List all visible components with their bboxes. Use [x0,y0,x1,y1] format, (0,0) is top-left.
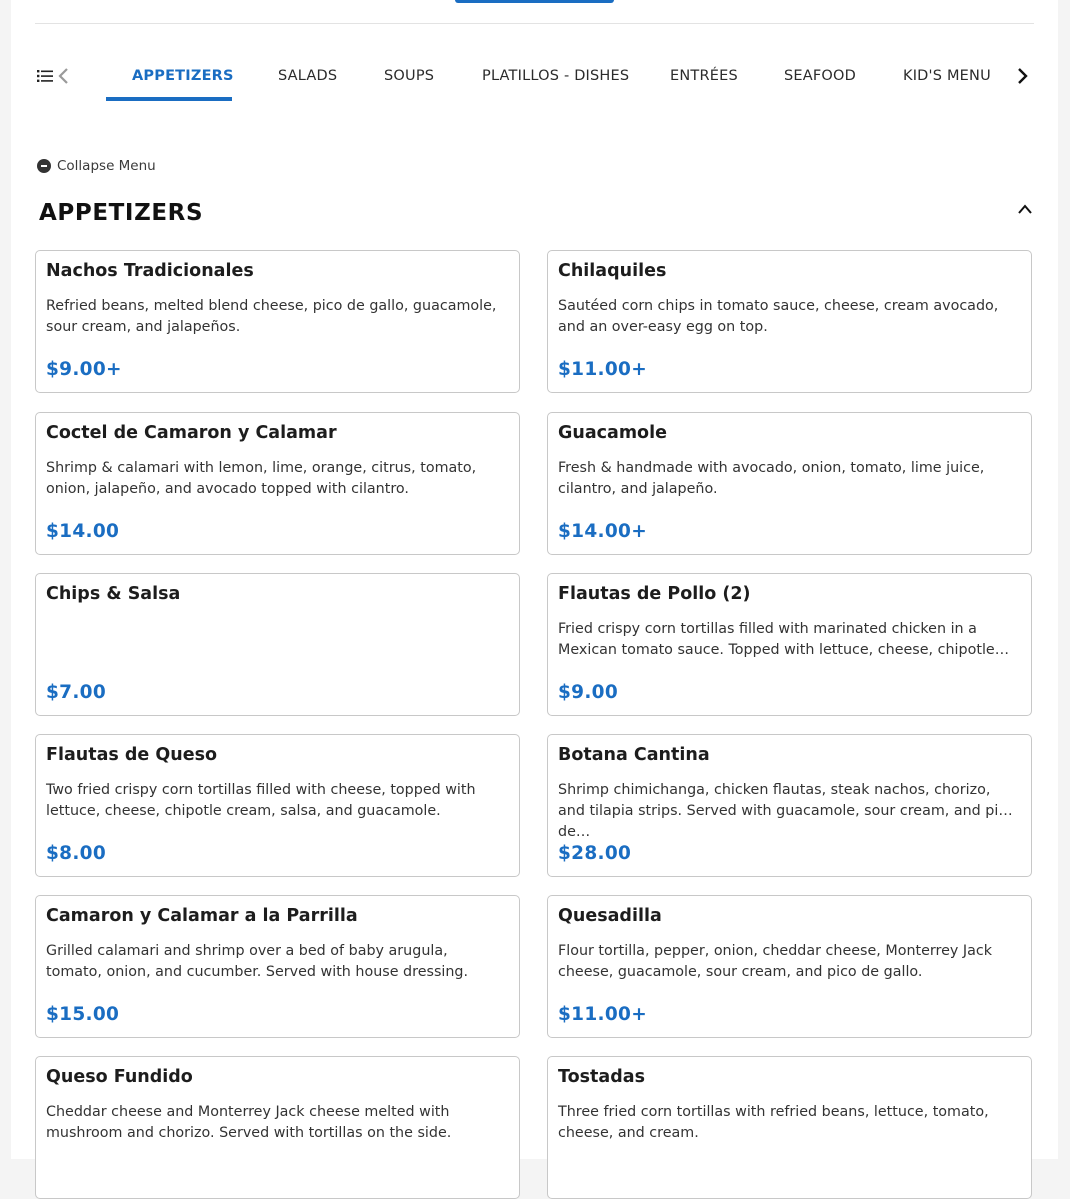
active-tab-indicator [106,97,232,101]
menu-item-card[interactable] [547,895,1032,1038]
item-description: Cheddar cheese and Monterrey Jack cheese melted with mushroom and chorizo. Served with tortillas on the side. [46,1104,452,1141]
menu-item-card[interactable] [547,573,1032,716]
item-price: $28.00 [558,843,632,864]
item-price: $11.00+ [558,1004,647,1025]
divider [35,23,1034,24]
category-nav [35,52,1034,102]
collapse-menu-button[interactable] [37,157,156,175]
chevron-up-icon[interactable] [1017,202,1033,216]
item-name: Chilaquiles [558,261,667,281]
item-price: $9.00 [558,682,619,703]
item-price: $8.00 [46,843,107,864]
menu-item-card[interactable] [35,412,520,555]
item-description: Shrimp & calamari with lemon, lime, orange, citrus, tomato, onion, jalapeño, and avocado topped with cilantro. [46,460,477,497]
item-name: Quesadilla [558,906,662,926]
chevron-right-icon[interactable] [1015,67,1029,85]
item-price: $9.00+ [46,359,122,380]
tab-seafood[interactable]: SEAFOOD [784,68,857,84]
menu-item-card[interactable] [35,734,520,877]
item-name: Queso Fundido [46,1067,193,1087]
item-name: Botana Cantina [558,745,710,765]
collapse-menu-label: Collapse Menu [57,158,156,174]
menu-item-card[interactable] [547,734,1032,877]
menu-page [11,0,1058,1159]
section-title: APPETIZERS [39,200,204,226]
item-price: $15.00 [46,1004,120,1025]
item-description: Two fried crispy corn tortillas filled with cheese, topped with lettuce, cheese, chipotle cream, salsa, and guacamole. [46,782,476,819]
item-price: $7.00 [46,682,107,703]
menu-item-card[interactable] [35,895,520,1038]
item-name: Flautas de Queso [46,745,218,765]
menu-item-card[interactable] [35,573,520,716]
minus-circle-icon [37,159,51,173]
item-name: Guacamole [558,423,667,443]
item-description: Sautéed corn chips in tomato sauce, cheese, cream avocado, and an over-easy egg on top. [558,298,999,335]
tab-appetizers[interactable]: APPETIZERS [132,68,234,84]
item-description: Grilled calamari and shrimp over a bed of baby arugula, tomato, onion, and cucumber. Served with house dressing. [46,943,469,980]
item-name: Camaron y Calamar a la Parrilla [46,906,358,926]
tab-platillos-dishes[interactable]: PLATILLOS - DISHES [482,68,630,84]
item-name: Chips & Salsa [46,584,181,604]
menu-item-card[interactable] [547,250,1032,393]
tab-soups[interactable]: SOUPS [384,68,435,84]
menu-item-card[interactable] [547,1056,1032,1199]
top-accent-bar [455,0,614,3]
item-price: $11.00+ [558,359,647,380]
item-description: Fresh & handmade with avocado, onion, tomato, lime juice, cilantro, and jalapeño. [558,460,985,497]
item-name: Flautas de Pollo (2) [558,584,751,604]
item-description: Shrimp chimichanga, chicken flautas, steak nachos, chorizo, and tilapia strips. Served with guacamole, sour cream, and pico de… [558,782,1015,840]
item-name: Tostadas [558,1067,645,1087]
chevron-left-icon[interactable] [57,67,71,85]
tab-kids-menu[interactable]: KID'S MENU [903,68,991,84]
tab-salads[interactable]: SALADS [278,68,338,84]
item-description: Refried beans, melted blend cheese, pico de gallo, guacamole, sour cream, and jalapeños. [46,298,497,335]
item-description: Flour tortilla, pepper, onion, cheddar cheese, Monterrey Jack cheese, guacamole, sour cream, and pico de gallo. [558,943,993,980]
item-description: Three fried corn tortillas with refried beans, lettuce, tomato, cheese, and cream. [558,1104,989,1141]
item-description: Fried crispy corn tortillas filled with marinated chicken in a Mexican tomato sauce. Topped with lettuce, cheese, chipotle… [558,621,1010,658]
menu-item-card[interactable] [35,250,520,393]
tab-entrees[interactable]: ENTRÉES [670,68,738,84]
list-icon[interactable] [37,69,53,83]
menu-item-card[interactable] [547,412,1032,555]
item-price: $14.00 [46,521,120,542]
item-price: $14.00+ [558,521,647,542]
item-name: Coctel de Camaron y Calamar [46,423,337,443]
menu-item-card[interactable] [35,1056,520,1199]
item-name: Nachos Tradicionales [46,261,254,281]
